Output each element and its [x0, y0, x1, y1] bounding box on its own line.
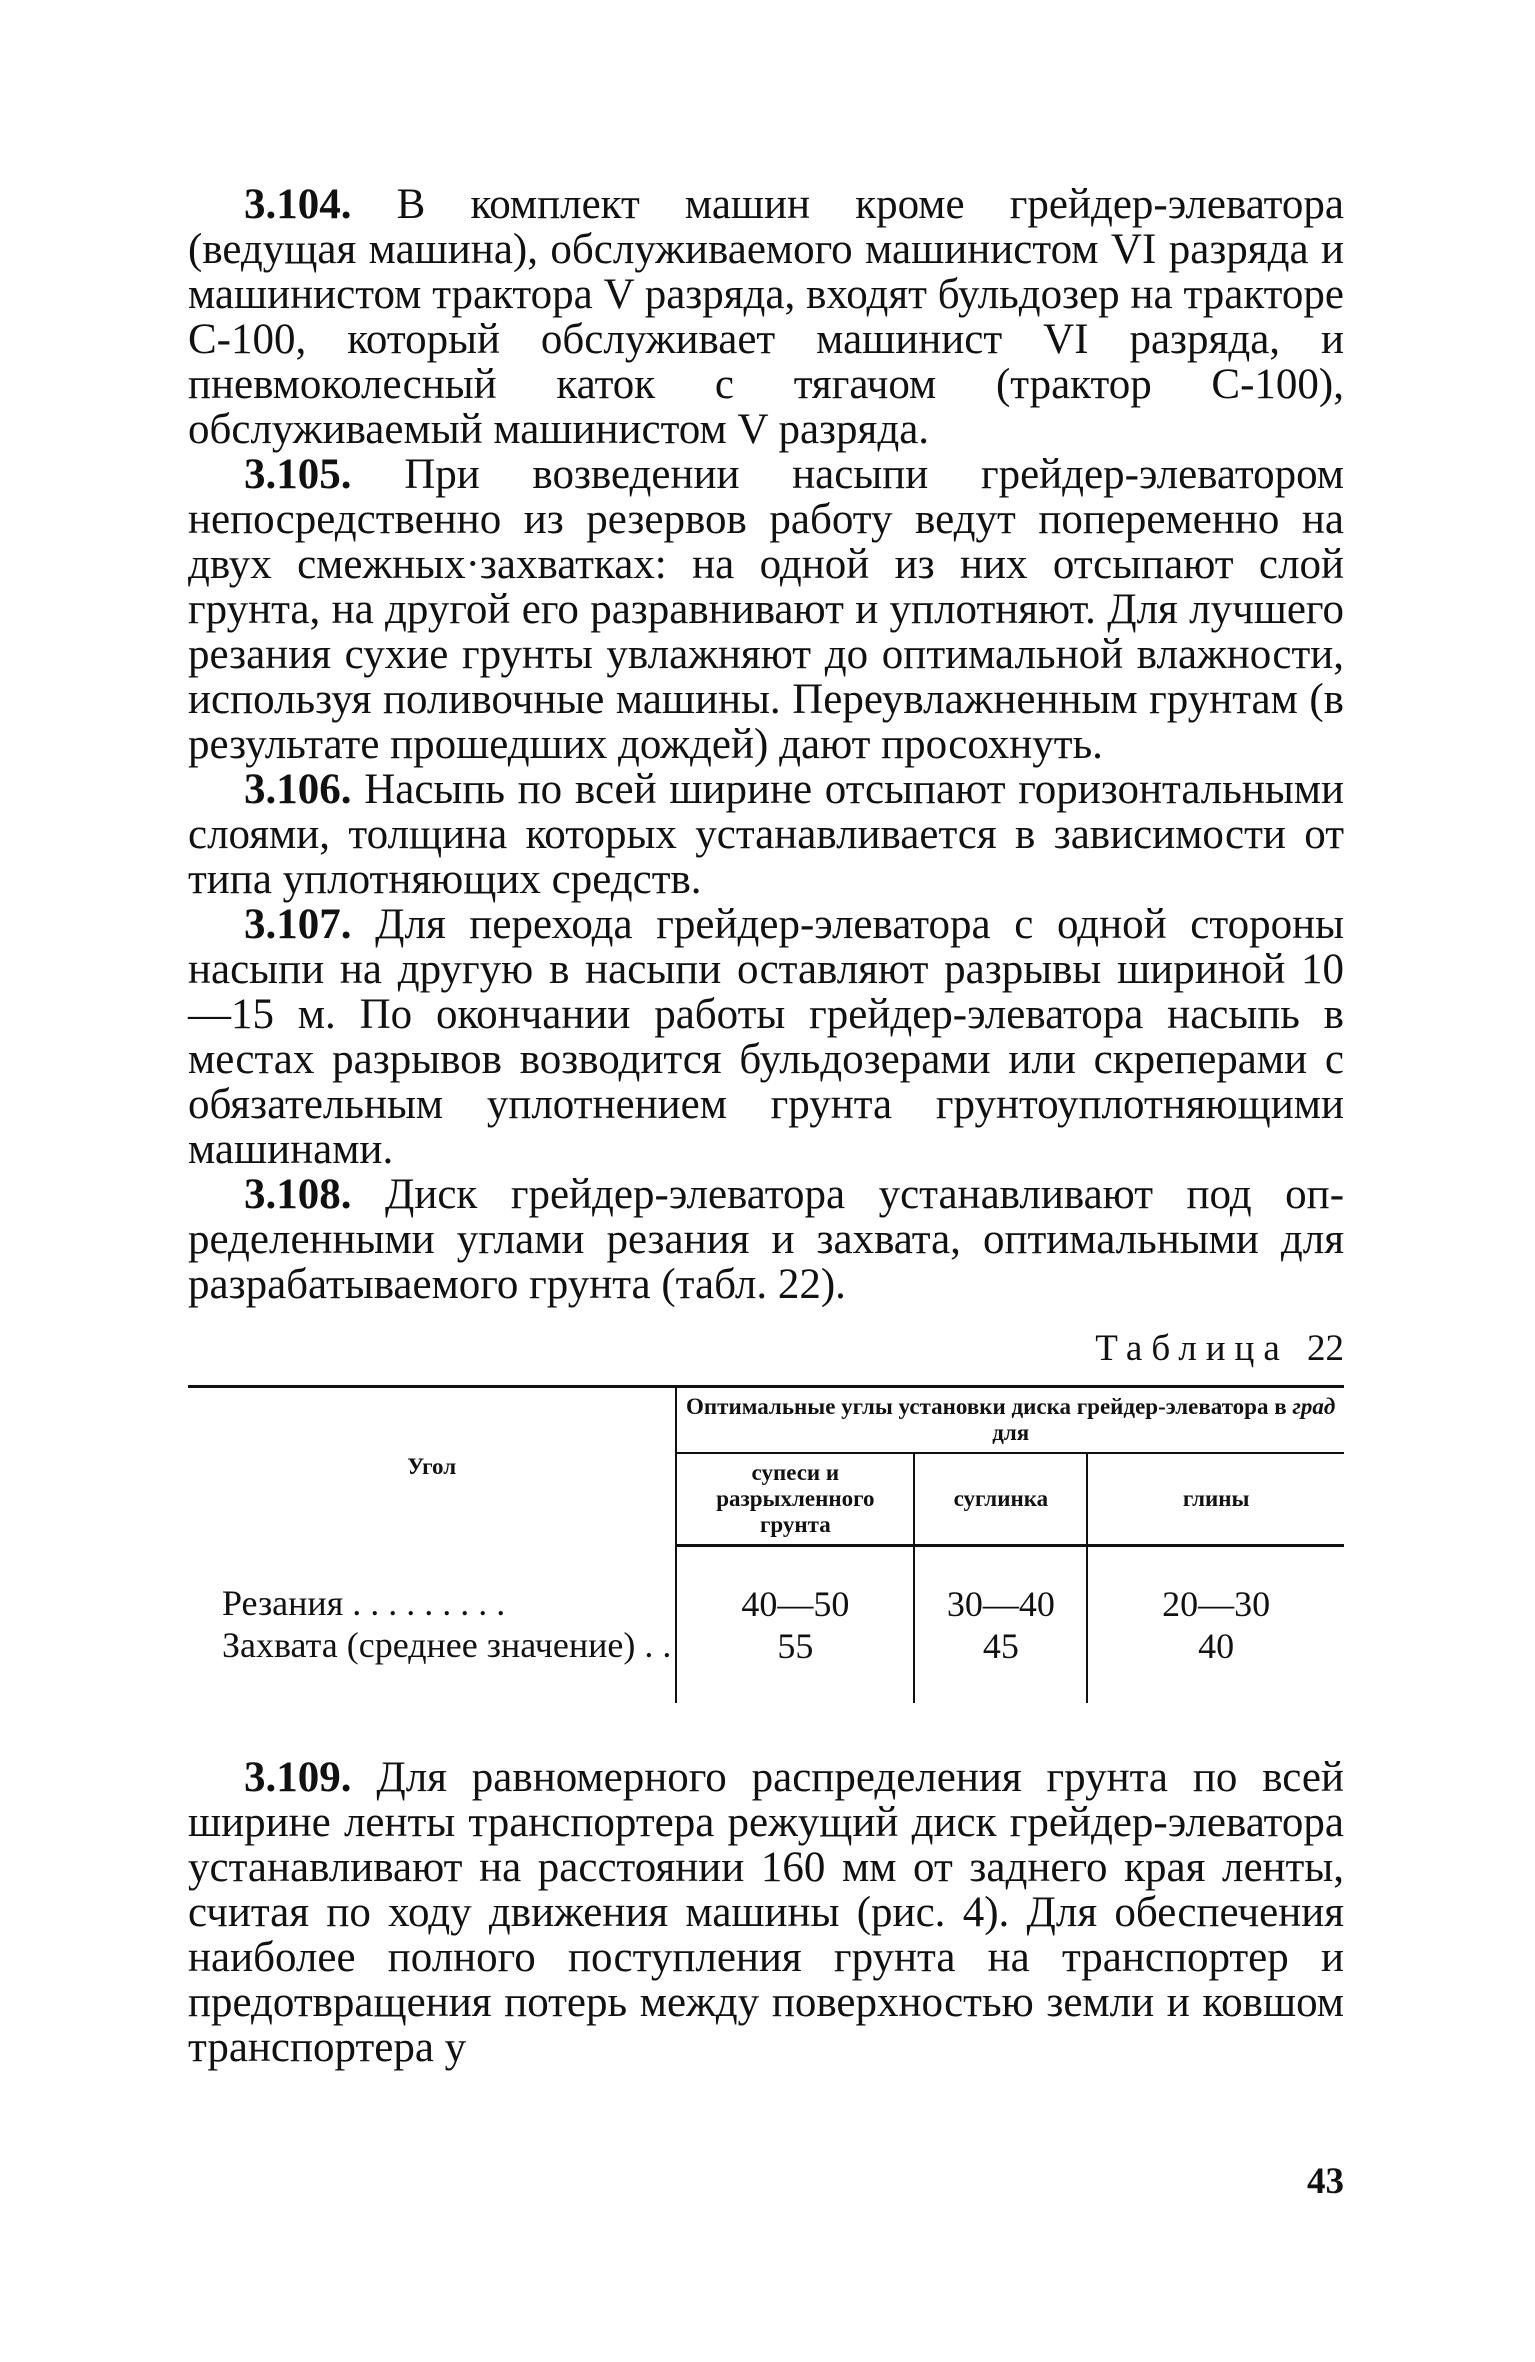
row-label-cutting: Резания . . . . . . . . .	[222, 1582, 506, 1623]
paragraph-3-104	[188, 182, 1344, 452]
col-header-angle: Угол	[188, 1387, 676, 1546]
spacer	[188, 1703, 1344, 1755]
row-label-capture: Захвата (среднее значение) . .	[222, 1624, 672, 1665]
cell-value: 40	[1198, 1626, 1235, 1666]
clause-number: 3.105.	[244, 451, 352, 498]
paragraph-text: Диск грейдер-элеватора устанавливают под определенными углами резания и захвата, оптимальными для разрабатываемого грунта (табл. 22).	[188, 1171, 1345, 1308]
clause-number: 3.108.	[244, 1171, 352, 1218]
paragraph-3-105	[188, 452, 1344, 767]
table-caption-word: Таблица	[1095, 1328, 1289, 1369]
clause-number: 3.107.	[244, 901, 352, 948]
column-values-loam	[914, 1546, 1087, 1704]
cell-value: 30—40	[946, 1584, 1055, 1624]
table-caption-number: 22	[1307, 1328, 1344, 1369]
table-body-row	[188, 1546, 1344, 1704]
row-labels	[188, 1546, 676, 1704]
col-header-clay: глины	[1087, 1453, 1344, 1546]
clause-number: 3.106.	[244, 766, 352, 813]
paragraph-text: Насыпь по всей ширине отсыпают горизонтальными слоями, толщина которых устанавливается в зависимости от типа уплотняющих средств.	[188, 766, 1344, 903]
cell-value: 45	[982, 1626, 1019, 1666]
angle-table	[188, 1385, 1344, 1703]
page-body	[188, 182, 1344, 2070]
paragraph-text: При возведении насыпи грейдер-элеватором непосредственно из резервов работу ведут попеременно на двух смежных·захватках: на одной из них отсыпают слой грунта, на другой его разравнивают и уплотняют. Для лучшего резания сухие грунты увлажняют до оптимальной влажности, используя поливочные машины. Переувлажненным грунтам (в результате прошедших дождей) дают просохнуть.	[188, 451, 1345, 768]
column-values-clay	[1087, 1546, 1344, 1704]
paragraph-3-108	[188, 1172, 1344, 1307]
clause-number: 3.104.	[244, 181, 352, 228]
col-header-sandy-loam: супеси и разрыхленного грунта	[676, 1453, 914, 1546]
group-header-text: Оптимальные углы установки диска грейдер-элеватора в	[686, 1394, 1287, 1419]
paragraph-text: Для перехода грейдер-элеватора с одной стороны насыпи на другую в насыпи оставляют разрывы шириной 10—15 м. По окончании работы грейдер-элеватора насыпь в местах разрывов возводится бульдозерами или скреперами с обязательным уплотнением грунта грунтоуплотняющими машинами.	[188, 901, 1344, 1173]
col-header-loam: суглинка	[914, 1453, 1087, 1546]
cell-value: 40—50	[741, 1584, 850, 1624]
paragraph-3-107	[188, 902, 1344, 1172]
cell-value: 20—30	[1162, 1584, 1271, 1624]
cell-value: 55	[777, 1626, 814, 1666]
paragraph-text: Для равномерного распределения грунта по всей ширине ленты транспортера режущий диск грейдер-элеватора устанавливают на расстоянии 160 мм от заднего края ленты, считая по ходу движения машины (рис. 4). Для обеспечения наиболее полного поступления грунта на транспортер и предотвращения потерь между поверхностью земли и ковшом транспортера у	[188, 1754, 1344, 2071]
clause-number: 3.109.	[244, 1754, 352, 1801]
paragraph-3-109	[188, 1755, 1344, 2070]
group-header-unit: град	[1292, 1394, 1336, 1419]
group-header-tail: для	[992, 1420, 1030, 1445]
page-number: 43	[1307, 2161, 1344, 2202]
column-values-sandy-loam	[676, 1546, 914, 1704]
paragraph-text: В комплект машин кроме грейдер-элеватора (ведущая машина), обслуживаемого машинистом VI разряда и машинистом трактора V разряда, входят бульдозер на тракторе С-100, который обслуживает машинист VI разряда, и пневмоколесный каток с тягачом (трактор С-100), обслуживаемый машинистом V разряда.	[188, 181, 1344, 453]
table-caption	[188, 1323, 1344, 1375]
group-header	[676, 1387, 1344, 1454]
paragraph-3-106	[188, 767, 1344, 902]
